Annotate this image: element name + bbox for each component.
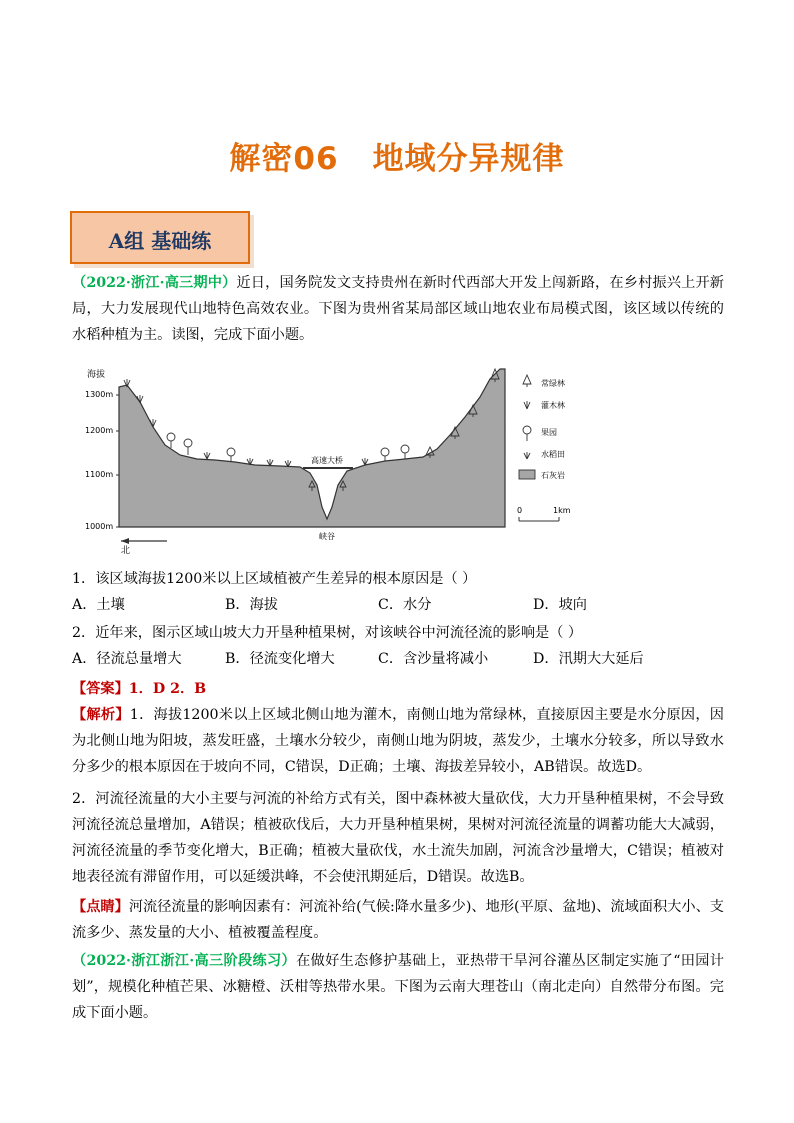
legend-symbols bbox=[519, 375, 535, 479]
scale-zero: 0 bbox=[517, 506, 523, 515]
tip-text: 河流径流量的影响因素有：河流补给(气候:降水量多少)、地形(平原、盆地)、流域面积大小、支流多少、蒸发量的大小、植被覆盖程度。 bbox=[72, 899, 724, 941]
question-1: 1．该区域海拔1200米以上区域植被产生差异的根本原因是（ ） bbox=[72, 571, 477, 587]
analysis-text-1: 1．海拔1200米以上区域北侧山地为灌木，南侧山地为常绿林，直接原因主要是水分原因，因为北侧山地为阳坡，蒸发旺盛，土壤水分较少，南侧山地为阴坡，蒸发少，土壤水分较多，所以导致水分多少的根本原因在于坡向不同，C错误，D正确；土壤、海拔差异较小，AB错误。故选D。 bbox=[72, 707, 724, 775]
intro-text-2: 在做好生态修护基础上，亚热带干旱河谷灌丛区制定实施了“田园计划”，规模化种植芒果、冰糖橙、沃柑等热带水果。下图为云南大理苍山（南北走向）自然带分布图。完成下面小题。 bbox=[72, 953, 724, 1021]
analysis-1 bbox=[72, 702, 724, 780]
legend-shrub: 灌木林 bbox=[541, 401, 565, 410]
option: A．径流总量增大 bbox=[72, 651, 182, 667]
legend-evergreen: 常绿林 bbox=[541, 379, 565, 388]
question-1-options bbox=[72, 594, 724, 620]
north-label: 北 bbox=[121, 546, 131, 556]
section-label: A组 基础练 bbox=[108, 229, 212, 253]
ytick-1200: 1200m bbox=[85, 426, 114, 435]
limestone-terrain bbox=[119, 369, 505, 527]
option: B．海拔 bbox=[225, 597, 278, 613]
tip-label: 【点睛】 bbox=[72, 899, 129, 915]
page-title: 解密06 地域分异规律 bbox=[229, 141, 565, 177]
scale-km: 1km bbox=[553, 506, 571, 515]
option: C．含沙量将减小 bbox=[378, 651, 489, 667]
option: A．土壤 bbox=[72, 597, 125, 613]
answer-label: 【答案】 bbox=[72, 681, 129, 697]
ytick-1000: 1000m bbox=[85, 522, 114, 531]
option: D．汛期大大延后 bbox=[533, 651, 644, 667]
question-2: 2．近年来，图示区域山坡大力开垦种植果树，对该峡谷中河流径流的影响是（ ） bbox=[72, 625, 583, 641]
tip-paragraph bbox=[72, 894, 724, 946]
legend-paddy: 水稻田 bbox=[541, 450, 565, 459]
intro-text: 近日，国务院发文支持贵州在新时代西部大开发上闯新路，在乡村振兴上开新局，大力发展现代山地特色高效农业。下图为贵州省某局部区域山地农业布局模式图，该区域以传统的水稻种植为主。读图，完成下面小题。 bbox=[72, 275, 724, 343]
source-tag-2: （2022·浙江浙江·高三阶段练习） bbox=[72, 953, 297, 969]
terrain-cross-section-figure bbox=[85, 357, 605, 557]
bridge-label: 高速大桥 bbox=[311, 456, 343, 465]
option: D．坡向 bbox=[533, 597, 587, 613]
ytick-1300: 1300m bbox=[85, 390, 114, 399]
intro-paragraph-2 bbox=[72, 948, 724, 1026]
analysis-2: 2．河流径流量的大小主要与河流的补给方式有关，图中森林被大量砍伐，大力开垦种植果树，不会导致河流径流总量增加，A错误；植被砍伐后，大力开垦种植果树，果树对河流径流量的调蓄功能大大减弱，河流径流量的季节变化增大，B正确；植被大量砍伐，水土流失加剧，河流含沙量增大，C错误；植被对地表径流有滞留作用，可以延缓洪峰，不会使汛期延后，D错误。故选B。 bbox=[72, 791, 724, 885]
legend-orchard: 果园 bbox=[541, 428, 557, 437]
section-label-box bbox=[70, 211, 250, 264]
answer-text: 1．D 2．B bbox=[128, 681, 207, 697]
option: B．径流变化增大 bbox=[225, 651, 335, 667]
answer-line bbox=[72, 676, 724, 702]
option: C．水分 bbox=[378, 597, 432, 613]
legend-limestone: 石灰岩 bbox=[541, 471, 565, 480]
gorge-label: 峡谷 bbox=[319, 532, 335, 541]
analysis-label: 【解析】 bbox=[72, 707, 130, 723]
intro-paragraph-1 bbox=[72, 270, 724, 348]
ytick-1100: 1100m bbox=[85, 470, 114, 479]
ylabel: 海拔 bbox=[87, 370, 106, 380]
question-2-options bbox=[72, 648, 724, 674]
source-tag: （2022·浙江·高三期中） bbox=[72, 275, 237, 291]
north-arrow-head bbox=[121, 538, 129, 544]
